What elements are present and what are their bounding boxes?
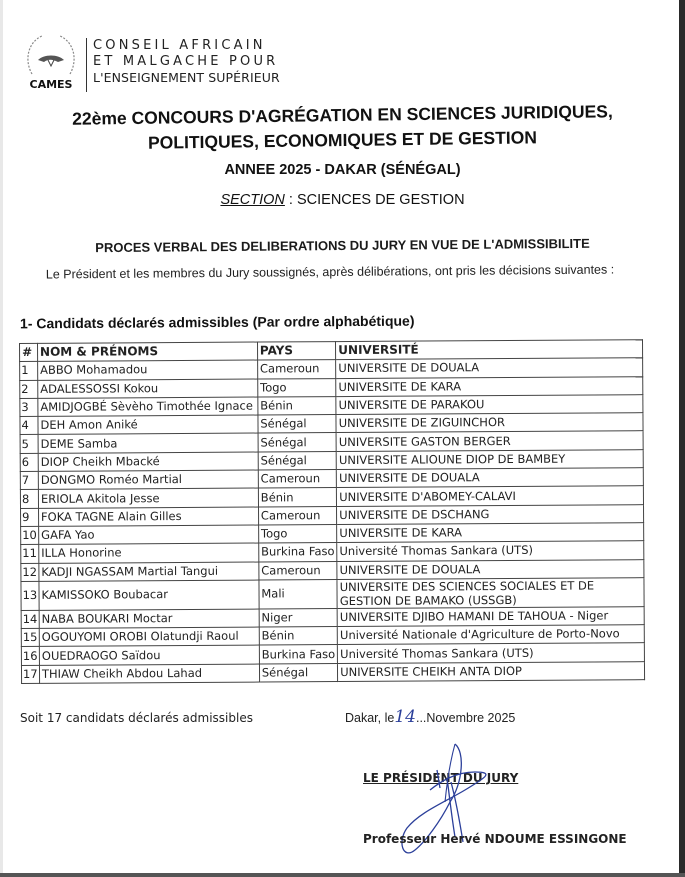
document-title-line-2: POLITIQUES, ECONOMIQUES ET DE GESTION [147, 127, 538, 153]
org-line-3: L'ENSEIGNEMENT SUPÉRIEUR [93, 70, 280, 85]
page-edge-left [0, 0, 3, 877]
cell-university: UNIVERSITE ALIOUNE DIOP DE BAMBEY [336, 449, 643, 469]
handwritten-day: 14 [394, 707, 416, 727]
year-location: ANNEE 2025 - DAKAR (SÉNÉGAL) [224, 162, 461, 178]
cell-country: Cameroun [257, 360, 336, 379]
cames-logo-icon [18, 30, 84, 96]
cell-university: UNIVERSITE DE DOUALA [336, 468, 643, 488]
header-university: UNIVERSITÉ [336, 340, 643, 360]
intro-text: Le Président et les membres du Jury soussignés, après délibérations, ont pris les décisions suivantes : [45, 262, 615, 282]
cell-name: OUEDRAOGO Saïdou [39, 645, 259, 665]
cell-num: 16 [21, 647, 39, 665]
president-title: LE PRÉSIDENT DU JURY [363, 771, 519, 785]
cell-name: DEME Samba [38, 434, 258, 454]
cell-name: FOKA TAGNE Alain Gilles [38, 507, 258, 527]
section-heading: 1- Candidats déclarés admissibles (Par ordre alphabétique) [19, 312, 415, 332]
cell-name: DEH Amon Aniké [38, 415, 258, 435]
cell-name: DONGMO Roméo Martial [38, 470, 258, 490]
cell-name: THIAW Cheikh Abdou Lahad [39, 664, 259, 684]
cell-university: Université Thomas Sankara (UTS) [338, 643, 645, 663]
cell-num: 10 [21, 526, 39, 544]
cell-num: 13 [21, 581, 39, 610]
cell-university: Université Nationale d'Agriculture de Porto-Novo [337, 625, 644, 645]
candidates-table [19, 339, 645, 684]
cell-num: 7 [20, 471, 38, 489]
cell-num: 12 [21, 563, 39, 581]
cell-university: UNIVERSITE D'ABOMEY-CALAVI [337, 486, 644, 506]
cell-university: Université Thomas Sankara (UTS) [337, 541, 644, 561]
cell-num: 6 [20, 453, 38, 471]
cell-num: 4 [20, 417, 38, 435]
cell-country: Sénégal [258, 433, 337, 452]
cell-num: 11 [21, 545, 39, 563]
cell-name: GAFA Yao [39, 525, 259, 545]
document-title-line-1: 22ème CONCOURS D'AGRÉGATION EN SCIENCES JURIDIQUES, [72, 101, 613, 129]
cell-name: ERIOLA Akitola Jesse [38, 488, 258, 508]
header-name: NOM & PRÉNOMS [37, 342, 257, 362]
cell-country: Togo [258, 378, 337, 397]
cell-name: AMIDJOGBÉ Sèvèho Timothée Ignace [38, 397, 258, 417]
cell-country: Bénin [258, 396, 337, 415]
cell-num: 2 [20, 380, 38, 398]
table-row [21, 578, 644, 611]
cell-name: ABBO Mohamadou [38, 360, 258, 380]
cell-university: UNIVERSITE DE DOUALA [337, 559, 644, 579]
section-line [0, 192, 685, 208]
table-row [21, 661, 644, 683]
logo-text: CAMES [29, 78, 73, 91]
org-line-1: CONSEIL AFRICAIN [93, 38, 266, 53]
cell-country: Burkina Faso [259, 645, 338, 664]
cell-num: 14 [21, 610, 39, 628]
cell-num: 17 [21, 665, 39, 683]
table-body [20, 358, 645, 684]
section-value: : SCIENCES DE GESTION [284, 192, 465, 208]
cell-num: 9 [21, 508, 39, 526]
cell-university: UNIVERSITE DE PARAKOU [336, 395, 643, 415]
org-line-2: ET MALGACHE POUR [93, 54, 279, 69]
cell-country: Cameroun [258, 470, 337, 489]
cell-name: DIOP Cheikh Mbacké [38, 452, 258, 472]
cell-university: UNIVERSITE CHEIKH ANTA DIOP [338, 661, 645, 681]
org-name [93, 38, 280, 86]
logo-divider [86, 38, 87, 92]
cell-university: UNIVERSITE GASTON BERGER [336, 431, 643, 451]
cell-name: KAMISSOKO Boubacar [39, 580, 259, 610]
cell-name: ILLA Honorine [39, 543, 259, 563]
cell-num: 15 [21, 629, 39, 647]
cell-country: Togo [258, 525, 337, 544]
cell-num: 5 [20, 435, 38, 453]
pv-title: PROCES VERBAL DES DELIBERATIONS DU JURY EN VUE DE L'ADMISSIBILITE [95, 235, 590, 256]
cell-country: Burkina Faso [259, 543, 338, 562]
cell-country: Bénin [259, 627, 338, 646]
cell-country: Sénégal [258, 415, 337, 434]
cell-university: UNIVERSITE DES SCIENCES SOCIALES ET DE GESTION DE BAMAKO (USSGB) [337, 578, 644, 609]
cell-country: Mali [259, 579, 338, 608]
page-edge-bottom [0, 873, 685, 877]
cell-university: UNIVERSITE DE DSCHANG [337, 504, 644, 524]
cell-country: Niger [259, 608, 338, 627]
header-country: PAYS [257, 342, 336, 361]
place-prefix: Dakar, le [345, 711, 395, 725]
president-name: Professeur Hervé NDOUME ESSINGONE [363, 832, 627, 846]
header-num: # [20, 343, 38, 361]
cell-country: Cameroun [259, 561, 338, 580]
cell-country: Cameroun [258, 506, 337, 525]
cell-university: UNIVERSITE DE DOUALA [336, 358, 643, 378]
cell-university: UNIVERSITE DJIBO HAMANI DE TAHOUA - Niger [337, 607, 644, 627]
cell-num: 1 [20, 362, 38, 380]
summary-text: Soit 17 candidats déclarés admissibles [20, 711, 253, 725]
cell-name: OGOUYOMI OROBI Olatundji Raoul [39, 627, 259, 647]
cell-name: ADALESSOSSI Kokou [38, 379, 258, 399]
cell-university: UNIVERSITE DE ZIGUINCHOR [336, 413, 643, 433]
cell-num: 8 [20, 490, 38, 508]
cell-name: NABA BOUKARI Moctar [39, 609, 259, 629]
cell-country: Sénégal [258, 451, 337, 470]
cell-university: UNIVERSITE DE KARA [336, 376, 643, 396]
cell-country: Sénégal [259, 663, 338, 682]
cell-university: UNIVERSITE DE KARA [337, 523, 644, 543]
date-suffix: ...Novembre 2025 [415, 711, 516, 725]
section-label: SECTION [220, 192, 285, 208]
cell-country: Bénin [258, 488, 337, 507]
date-line [345, 707, 515, 727]
cell-num: 3 [20, 398, 38, 416]
cell-name: KADJI NGASSAM Martial Tangui [39, 562, 259, 582]
